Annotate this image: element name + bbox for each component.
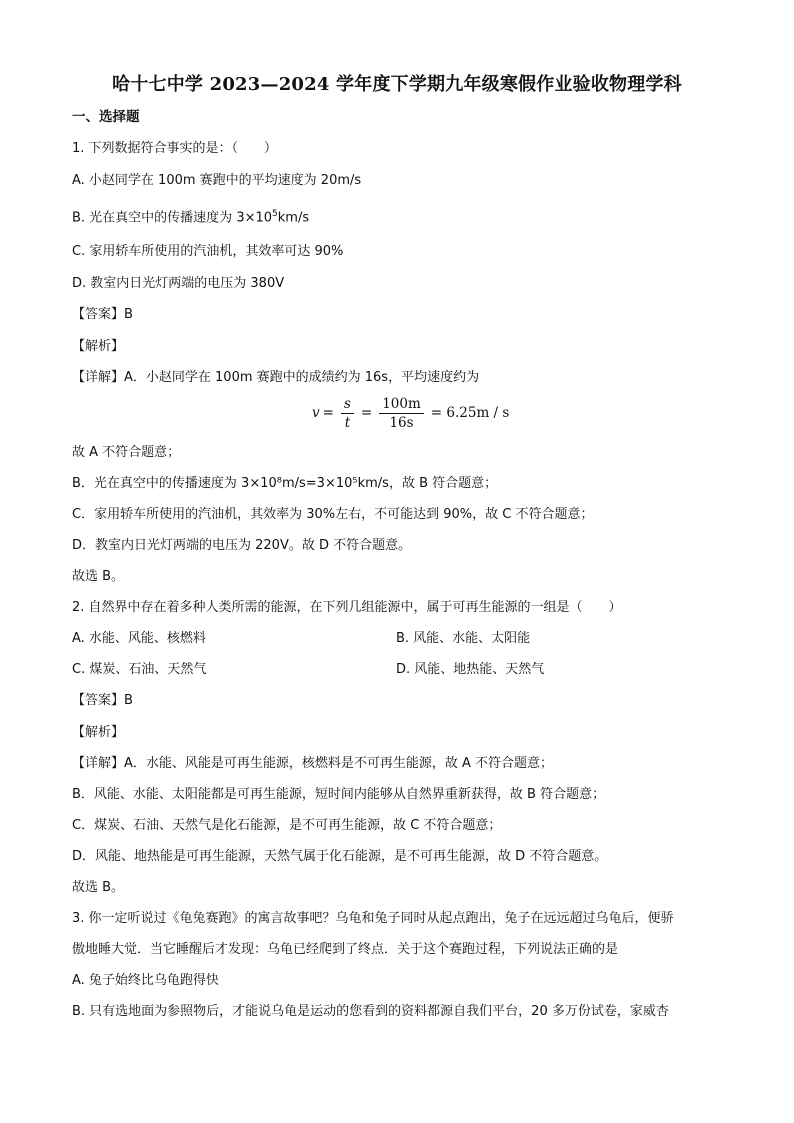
section-heading: 一、选择题 — [72, 109, 140, 125]
q1-conclusion: 故选 B。 — [72, 569, 125, 584]
q2-option-d: D. 风能、地热能、天然气 — [396, 662, 545, 677]
q2-detail-line: B．风能、水能、太阳能都是可再生能源，短时间内能够从自然界重新获得，故 B 符合题意； — [72, 787, 606, 802]
formula-frac2-den: 16s — [389, 414, 414, 431]
formula-eq1: = — [322, 405, 334, 421]
q2-stem: 2. 自然界中存在着多种人类所需的能源，在下列几组能源中，属于可再生能源的一组是（ ） — [72, 600, 622, 615]
q1-option-b — [72, 205, 309, 227]
page-title: 哈十七中学 2023—2024 学年度下学期九年级寒假作业验收物理学科 — [112, 74, 682, 95]
formula-frac1-num: s — [341, 396, 354, 414]
q2-answer: 【答案】B — [72, 693, 133, 708]
formula-frac1-den: t — [344, 414, 351, 431]
q1-detail-intro: 【详解】A．小赵同学在 100m 赛跑中的成绩约为 16s，平均速度约为 — [72, 370, 480, 385]
q1-detail-line: C．家用轿车所使用的汽油机，其效率为 30%左右，不可能达到 90%，故 C 不符合题意； — [72, 507, 594, 522]
q1-option-b-post: km/s — [277, 210, 310, 226]
formula-lhs: v — [312, 405, 320, 421]
q2-detail-line: 【详解】A．水能、风能是可再生能源，核燃料是不可再生能源，故 A 不符合题意； — [72, 756, 554, 771]
q3-option-b: B. 只有选地面为参照物后，才能说乌龟是运动的您看到的资料都源自我们平台，20 多万份试卷，家威杏 — [72, 1004, 669, 1019]
q2-analysis: 【解析】 — [72, 725, 125, 740]
q2-detail-line: D．风能、地热能是可再生能源，天然气属于化石能源，是不可再生能源，故 D 不符合题意。 — [72, 849, 608, 864]
q2-conclusion: 故选 B。 — [72, 880, 125, 895]
q1-detail-line: B．光在真空中的传播速度为 3×10⁸m/s=3×10⁵km/s，故 B 符合题意； — [72, 476, 498, 491]
q3-option-a: A. 兔子始终比乌龟跑得快 — [72, 973, 219, 988]
q2-detail-line: C．煤炭、石油、天然气是化石能源，是不可再生能源，故 C 不符合题意； — [72, 818, 502, 833]
formula-eq2: = — [360, 405, 373, 421]
q1-option-b-pre: B. 光在真空中的传播速度为 3×10 — [72, 210, 273, 226]
q1-option-b-sup: 5 — [272, 209, 278, 219]
q1-analysis: 【解析】 — [72, 339, 125, 354]
formula-frac-s-t — [341, 396, 354, 431]
q1-option-d: D. 教室内日光灯两端的电压为 380V — [72, 276, 285, 291]
formula-rhs: = 6.25m / s — [430, 405, 510, 421]
q2-option-b: B. 风能、水能、太阳能 — [396, 631, 531, 646]
formula-frac-values — [379, 396, 424, 431]
q1-option-c: C. 家用轿车所使用的汽油机，其效率可达 90% — [72, 244, 344, 259]
q3-stem-line2: 傲地睡大觉．当它睡醒后才发现：乌龟已经爬到了终点．关于这个赛跑过程，下列说法正确的是 — [72, 942, 619, 957]
q3-stem-line1: 3. 你一定听说过《龟兔赛跑》的寓言故事吧？乌龟和兔子同时从起点跑出，兔子在远远超过乌龟后，便骄 — [72, 911, 674, 926]
q1-stem: 1. 下列数据符合事实的是：（ ） — [72, 141, 278, 156]
speed-formula — [312, 393, 509, 433]
formula-frac2-num: 100m — [379, 396, 424, 414]
q2-option-c: C. 煤炭、石油、天然气 — [72, 662, 207, 677]
q1-detail-line: D．教室内日光灯两端的电压为 220V。故 D 不符合题意。 — [72, 538, 412, 553]
q1-detail-line: 故 A 不符合题意； — [72, 445, 181, 460]
q1-answer: 【答案】B — [72, 307, 133, 322]
q1-option-a: A. 小赵同学在 100m 赛跑中的平均速度为 20m/s — [72, 173, 362, 188]
q2-option-a: A. 水能、风能、核燃料 — [72, 631, 206, 646]
